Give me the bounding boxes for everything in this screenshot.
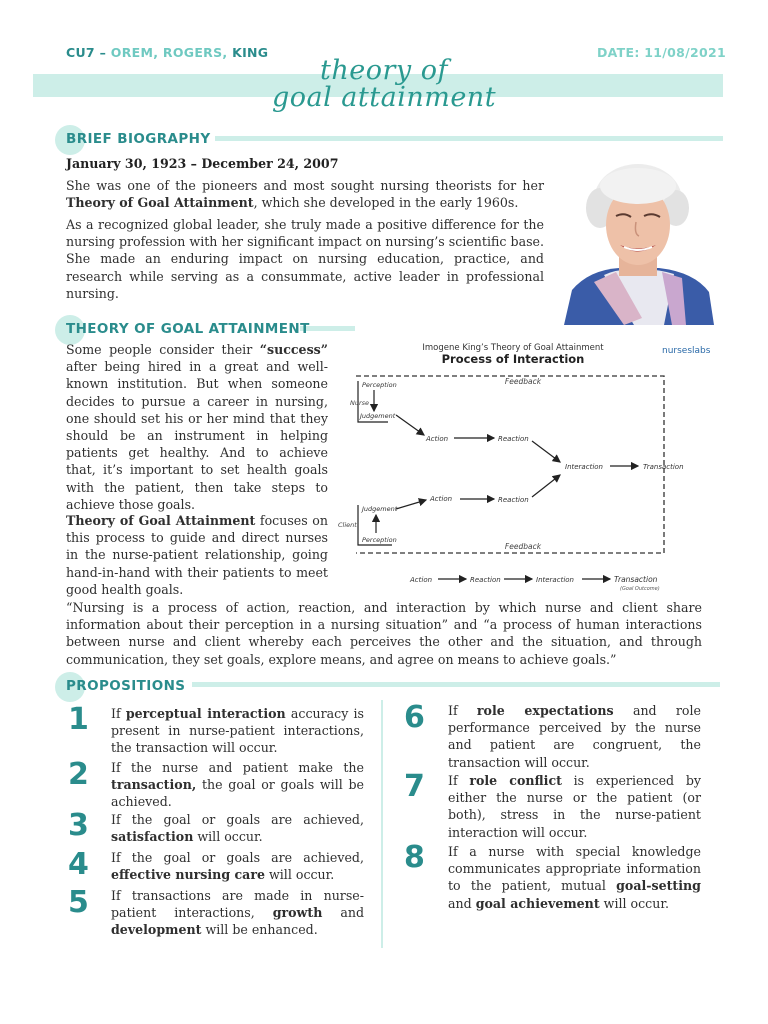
- client-perception: Perception: [362, 536, 397, 544]
- nurse-label: Nurse: [350, 399, 370, 407]
- upper-reaction: Reaction: [498, 435, 529, 443]
- proposition-number: 8: [404, 840, 425, 875]
- section-heading-propositions: PROPOSITIONS: [66, 678, 186, 694]
- transaction-node: Transaction: [643, 463, 684, 471]
- bio-paragraph-2: As a recognized global leader, she truly made a positive difference for the nursing profession with her significant impact on nursing’s scientific base. She made an enduring impact on nursing education, practice, and research while serving as a consummate, active leader in professional nursing.: [66, 217, 544, 301]
- nurse-perception: Perception: [362, 381, 397, 389]
- proposition-7: If role conflict is experienced by either the nurse or the patient (or both), stress in the nurse-patient interaction will occur.: [448, 773, 701, 840]
- upper-action: Action: [426, 435, 449, 443]
- nurse-judgement: Judgement: [360, 412, 396, 420]
- nurseslabs-logo: nurseslabs: [662, 346, 711, 356]
- course-code: CU7 –: [66, 45, 107, 60]
- seq-transaction: Transaction: [614, 575, 658, 584]
- theory-paragraph-1: Some people consider their “success” after being hired in a great and well-known institution. But when someone decides to pursue a career in nursing, one should set his or her mind that they should be an instrument in helping patients get healthy. And to achieve that, it’s important to set health goals with the patient, then take steps to achieve those goals.: [66, 342, 328, 512]
- proposition-number: 3: [68, 808, 89, 843]
- section-heading-biography: BRIEF BIOGRAPHY: [66, 131, 211, 147]
- theorist-king: KING: [232, 45, 269, 60]
- section-rule: [215, 136, 723, 141]
- feedback-label-bottom: Feedback: [504, 542, 542, 551]
- goal-outcome-note: (Goal Outcome): [620, 586, 660, 592]
- seq-reaction: Reaction: [470, 576, 501, 584]
- diagram-subtitle: Process of Interaction: [441, 352, 585, 366]
- proposition-6: If role expectations and role performance perceived by the nurse and patient are congruent, the transaction will occur.: [448, 703, 701, 770]
- theorists-names: OREM, ROGERS,: [110, 45, 228, 60]
- proposition-number: 5: [68, 885, 89, 920]
- proposition-number: 4: [68, 847, 89, 882]
- lower-action: Action: [430, 495, 453, 503]
- proposition-4: If the goal or goals are achieved, effective nursing care will occur.: [111, 850, 364, 883]
- section-heading-theory: THEORY OF GOAL ATTAINMENT: [66, 321, 310, 337]
- proposition-2: If the nurse and patient make the transaction, the goal or goals will be achieved.: [111, 760, 364, 810]
- seq-action: Action: [410, 576, 433, 584]
- client-judgement: Judgement: [362, 505, 398, 513]
- date-label: DATE: 11/08/2021: [596, 45, 726, 60]
- proposition-8: If a nurse with special knowledge communicates appropriate information to the patient, mutual goal-setting and goal achievement will occur.: [448, 844, 701, 911]
- theory-paragraph-2: Theory of Goal Attainment focuses on this process to guide and direct nurses in the nurse-patient relationship, going hand-in-hand with their patients to meet good health goals.: [66, 513, 328, 597]
- proposition-1: If perceptual interaction accuracy is present in nurse-patient interactions, the transaction will occur.: [111, 706, 365, 756]
- life-dates: January 30, 1923 – December 24, 2007: [66, 156, 339, 171]
- lower-reaction: Reaction: [498, 496, 529, 504]
- proposition-5: If transactions are made in nurse-patient interactions, growth and development will be enhanced.: [111, 888, 365, 938]
- column-divider: [381, 700, 383, 948]
- seq-interaction: Interaction: [536, 576, 574, 584]
- proposition-number: 7: [404, 769, 425, 804]
- proposition-number: 6: [404, 700, 425, 735]
- process-of-interaction-diagram: [338, 337, 722, 595]
- portrait-photo: [564, 150, 714, 325]
- proposition-number: 1: [68, 702, 89, 737]
- interaction-node: Interaction: [565, 463, 603, 471]
- diagram-title: Imogene King’s Theory of Goal Attainment: [422, 343, 604, 353]
- section-rule: [192, 682, 720, 687]
- feedback-loop: [356, 376, 664, 553]
- king-quote: “Nursing is a process of action, reaction, and interaction by which nurse and client share information about their perception in a nursing situation” and “a process of human interactions between nurse and client whereby each perceives the other and the situation, and through communication, they set goals, explore means, and agree on means to achieve goals.”: [66, 600, 702, 667]
- page-title-line1: theory of: [320, 55, 448, 86]
- page-title-line2: goal attainment: [271, 82, 497, 113]
- proposition-3: If the goal or goals are achieved, satisfaction will occur.: [111, 812, 364, 845]
- bio-paragraph-1: She was one of the pioneers and most sought nursing theorists for her Theory of Goal Attainment, which she developed in the early 1960s.: [66, 178, 544, 211]
- feedback-label-top: Feedback: [504, 377, 542, 386]
- proposition-number: 2: [68, 757, 89, 792]
- client-label: Client: [338, 521, 357, 529]
